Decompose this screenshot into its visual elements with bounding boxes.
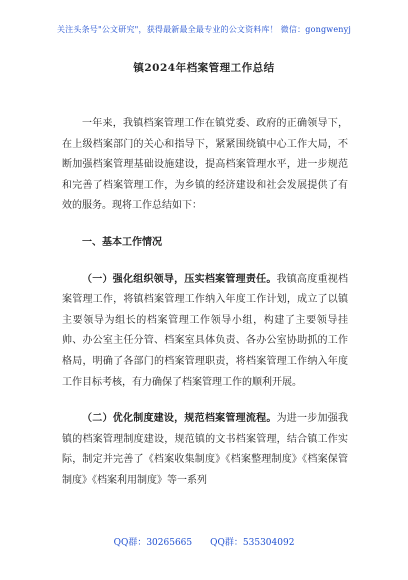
document-body: [62, 114, 348, 492]
qq-group-2: QQ群：535304092: [210, 538, 295, 548]
paragraph-text: 我镇高度重视档案管理工作，将镇档案管理工作纳入年度工作计划，成立了以镇主要领导为组长的档案管理工作领导小组，构建了主要领导挂帅、办公室主任分管、档案室具体负责、各办公室协助抓的工作格局，明确了各部门的档案管理职责，将档案管理工作纳入年度工作目标考核，有力确保了档案管理工作的顺利开展。: [62, 273, 349, 388]
paragraph-lead: （一）强化组织领导，压实档案管理责任。: [82, 273, 277, 285]
intro-paragraph: 一年来，我镇档案管理工作在镇党委、政府的正确领导下，在上级档案部门的关心和指导下，紧紧围绕镇中心工作大局，不断加强档案管理基础设施建设，提高档案管理水平，进一步规范和完善了档案管理工作，为乡镇的经济建设和社会发展提供了有效的服务。现将工作总结如下：: [62, 118, 348, 212]
footer-contact: [0, 535, 408, 548]
qq-group-1: QQ群：30265665: [113, 538, 193, 548]
document-title: 镇2024年档案管理工作总结: [133, 62, 275, 74]
section-heading: 一、基本工作情况: [82, 236, 162, 248]
paragraph-lead: （二）优化制度建设，规范档案管理流程。: [82, 413, 277, 425]
paragraph-text: 为进一步加强我镇的档案管理制度建设，规范镇的文书档案管理，结合镇工作实际，制定并完善了《档案收集制度》《档案整理制度》《档案保管制度》《档案利用制度》等一系列: [62, 413, 349, 486]
promo-banner: 关注头条号"公文研究"，获得最新最全最专业的公文资料库！ 微信：gongwenyj: [56, 25, 352, 34]
section-paragraph-2: [62, 409, 348, 491]
section-paragraph-1: [62, 270, 348, 394]
